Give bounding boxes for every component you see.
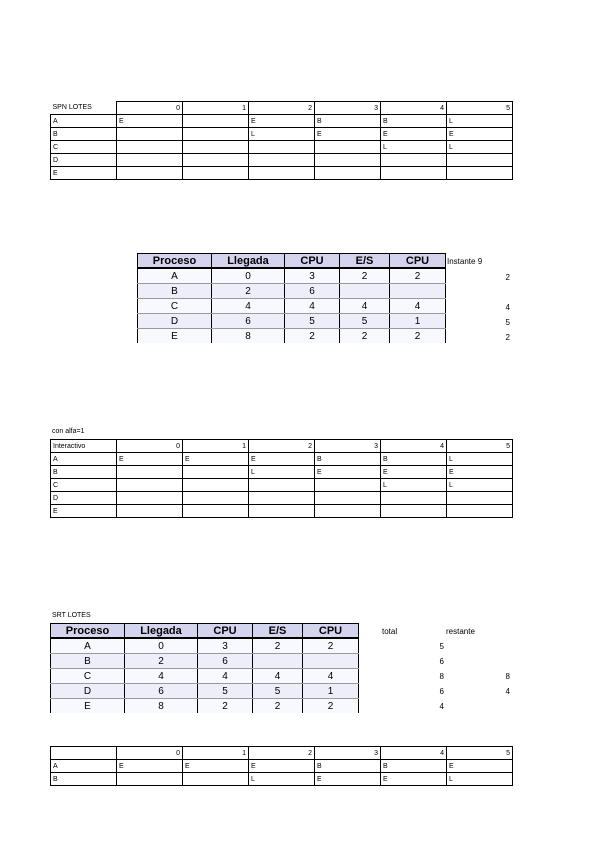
grid-cell [117,167,183,180]
grid-cell: L [447,115,513,128]
grid-cell: E [381,128,447,141]
grid-cell: E [183,453,249,466]
grid-cell: E [315,128,381,141]
interactive-col-header: 0 [117,440,183,453]
interactive-table [50,439,513,518]
cell: 6 [198,654,253,669]
side-value: 2 [505,273,510,282]
bottom-col-header: 2 [249,747,315,760]
bottom-table [50,746,513,786]
cell: A [51,638,125,654]
cell: 8 [125,699,198,714]
grid-cell [381,492,447,505]
table-row [51,141,513,154]
table-row [51,466,513,479]
grid-cell: E [381,466,447,479]
interactive-col-header: 1 [183,440,249,453]
spn-lotes-table [50,101,513,180]
cell: E [138,329,212,344]
grid-cell: L [447,453,513,466]
bottom-col-header: 4 [381,747,447,760]
restante-value: 8 [505,672,510,681]
grid-cell: L [249,128,315,141]
total-value: 4 [439,702,444,711]
table-row [51,654,359,669]
restante-value: 4 [505,687,510,696]
instant-label: Instante 9 [447,257,483,266]
grid-cell [315,154,381,167]
grid-cell [183,128,249,141]
grid-cell: L [447,479,513,492]
grid-cell: B [315,115,381,128]
spn-title-cell: SPN LOTES [51,102,117,115]
srt-process-table [50,623,359,713]
grid-cell: E [249,760,315,773]
cell: D [51,684,125,699]
cell: C [51,669,125,684]
grid-cell: E [249,115,315,128]
bottom-header-row [51,747,513,760]
grid-cell [249,167,315,180]
cell: 0 [125,638,198,654]
restante-label: restante [446,627,475,636]
grid-cell [315,505,381,518]
grid-cell [183,773,249,786]
cell: 2 [285,329,340,344]
grid-cell: L [381,479,447,492]
grid-cell [183,492,249,505]
cell: 2 [253,638,303,654]
grid-cell: E [315,466,381,479]
grid-cell [315,141,381,154]
grid-cell [183,466,249,479]
cell: 5 [198,684,253,699]
cell: 6 [285,284,340,299]
side-value: 4 [505,303,510,312]
bottom-col-header: 3 [315,747,381,760]
grid-cell: E [381,773,447,786]
grid-cell: E [117,760,183,773]
cell: 4 [390,299,446,314]
grid-cell: E [249,453,315,466]
cell: 1 [390,314,446,329]
cell: 2 [340,268,390,284]
process-header-row [138,254,446,269]
cell: 4 [340,299,390,314]
interactive-col-header: 2 [249,440,315,453]
grid-cell: E [117,453,183,466]
bottom-title-cell [51,747,117,760]
grid-cell: L [447,141,513,154]
cell: D [138,314,212,329]
total-value: 8 [439,672,444,681]
spn-col-header: 0 [117,102,183,115]
interactive-col-header: 3 [315,440,381,453]
alpha-caption: con alfa=1 [52,428,85,435]
cell: 6 [125,684,198,699]
table-row [138,329,446,344]
grid-cell: B [381,115,447,128]
cell: A [138,268,212,284]
interactive-title-cell: Interactivo [51,440,117,453]
grid-cell [117,466,183,479]
cell: 2 [303,699,359,714]
cell: 0 [212,268,285,284]
side-value: 5 [505,318,510,327]
header-proceso: Proceso [138,254,212,269]
total-value: 5 [439,642,444,651]
interactive-header-row [51,440,513,453]
grid-cell [117,479,183,492]
cell: 6 [212,314,285,329]
table-row [138,268,446,284]
header-cpu: CPU [198,624,253,639]
table-row [51,492,513,505]
grid-cell [183,167,249,180]
table-row [51,684,359,699]
cell: 5 [340,314,390,329]
grid-cell [315,492,381,505]
cell: 3 [198,638,253,654]
cell: 8 [212,329,285,344]
grid-cell [447,167,513,180]
cell: 4 [303,669,359,684]
cell [303,654,359,669]
grid-cell [183,479,249,492]
cell [253,654,303,669]
grid-cell [117,154,183,167]
grid-cell [447,154,513,167]
table-row [51,115,513,128]
grid-cell [117,141,183,154]
bottom-col-header: 1 [183,747,249,760]
row-label: E [51,505,117,518]
spn-col-header: 5 [447,102,513,115]
table-row [138,284,446,299]
spn-header-row [51,102,513,115]
cell: 4 [285,299,340,314]
header-cpu-2: CPU [303,624,359,639]
row-label: A [51,115,117,128]
row-label: B [51,128,117,141]
total-label: total [382,627,398,636]
cell: B [51,654,125,669]
side-value: 2 [505,333,510,342]
table-row [51,479,513,492]
grid-cell: L [249,466,315,479]
grid-cell [249,141,315,154]
table-row [51,669,359,684]
bottom-col-header: 0 [117,747,183,760]
table-row [51,773,513,786]
total-value: 6 [439,687,444,696]
spn-col-header: 2 [249,102,315,115]
cell: C [138,299,212,314]
grid-cell: E [447,760,513,773]
interactive-col-header: 5 [447,440,513,453]
srt-caption: SRT LOTES [52,612,91,619]
cell: 4 [253,669,303,684]
grid-cell [117,773,183,786]
cell [390,284,446,299]
table-row [138,314,446,329]
cell: 4 [198,669,253,684]
cell [340,284,390,299]
table-row [51,505,513,518]
row-label: E [51,167,117,180]
cell: 2 [390,268,446,284]
grid-cell [447,492,513,505]
grid-cell [117,492,183,505]
process-table [137,253,446,343]
total-value: 6 [439,657,444,666]
table-row [51,760,513,773]
grid-cell: E [447,128,513,141]
cell: E [51,699,125,714]
grid-cell [183,505,249,518]
grid-cell [183,154,249,167]
grid-cell [447,505,513,518]
grid-cell: B [315,760,381,773]
grid-cell: E [447,466,513,479]
row-label: A [51,760,117,773]
grid-cell [117,128,183,141]
grid-cell [249,492,315,505]
header-cpu-2: CPU [390,254,446,269]
grid-cell [381,505,447,518]
table-row [51,167,513,180]
process-header-row [51,624,359,639]
cell: 2 [303,638,359,654]
header-llegada: Llegada [125,624,198,639]
cell: B [138,284,212,299]
grid-cell [183,141,249,154]
grid-cell: L [249,773,315,786]
grid-cell [315,167,381,180]
grid-cell [249,479,315,492]
spn-col-header: 4 [381,102,447,115]
cell: 5 [285,314,340,329]
grid-cell: B [381,760,447,773]
grid-cell: L [381,141,447,154]
spn-col-header: 3 [315,102,381,115]
cell: 2 [212,284,285,299]
grid-cell [249,505,315,518]
cell: 2 [253,699,303,714]
row-label: D [51,154,117,167]
header-es: E/S [253,624,303,639]
header-es: E/S [340,254,390,269]
bottom-col-header: 5 [447,747,513,760]
cell: 2 [198,699,253,714]
row-label: C [51,141,117,154]
table-row [51,154,513,167]
grid-cell [315,479,381,492]
row-label: B [51,466,117,479]
row-label: D [51,492,117,505]
spn-col-header: 1 [183,102,249,115]
cell: 2 [125,654,198,669]
cell: 2 [390,329,446,344]
table-row [51,699,359,714]
table-row [51,128,513,141]
header-cpu: CPU [285,254,340,269]
grid-cell: B [381,453,447,466]
cell: 2 [340,329,390,344]
grid-cell: E [117,115,183,128]
grid-cell [183,115,249,128]
row-label: C [51,479,117,492]
header-proceso: Proceso [51,624,125,639]
cell: 1 [303,684,359,699]
grid-cell [381,154,447,167]
header-llegada: Llegada [212,254,285,269]
grid-cell [381,167,447,180]
grid-cell: E [315,773,381,786]
table-row [51,453,513,466]
grid-cell: E [183,760,249,773]
grid-cell: B [315,453,381,466]
row-label: A [51,453,117,466]
table-row [51,638,359,654]
cell: 4 [212,299,285,314]
cell: 5 [253,684,303,699]
table-row [138,299,446,314]
row-label: B [51,773,117,786]
cell: 4 [125,669,198,684]
interactive-col-header: 4 [381,440,447,453]
grid-cell: L [447,773,513,786]
grid-cell [249,154,315,167]
cell: 3 [285,268,340,284]
grid-cell [117,505,183,518]
